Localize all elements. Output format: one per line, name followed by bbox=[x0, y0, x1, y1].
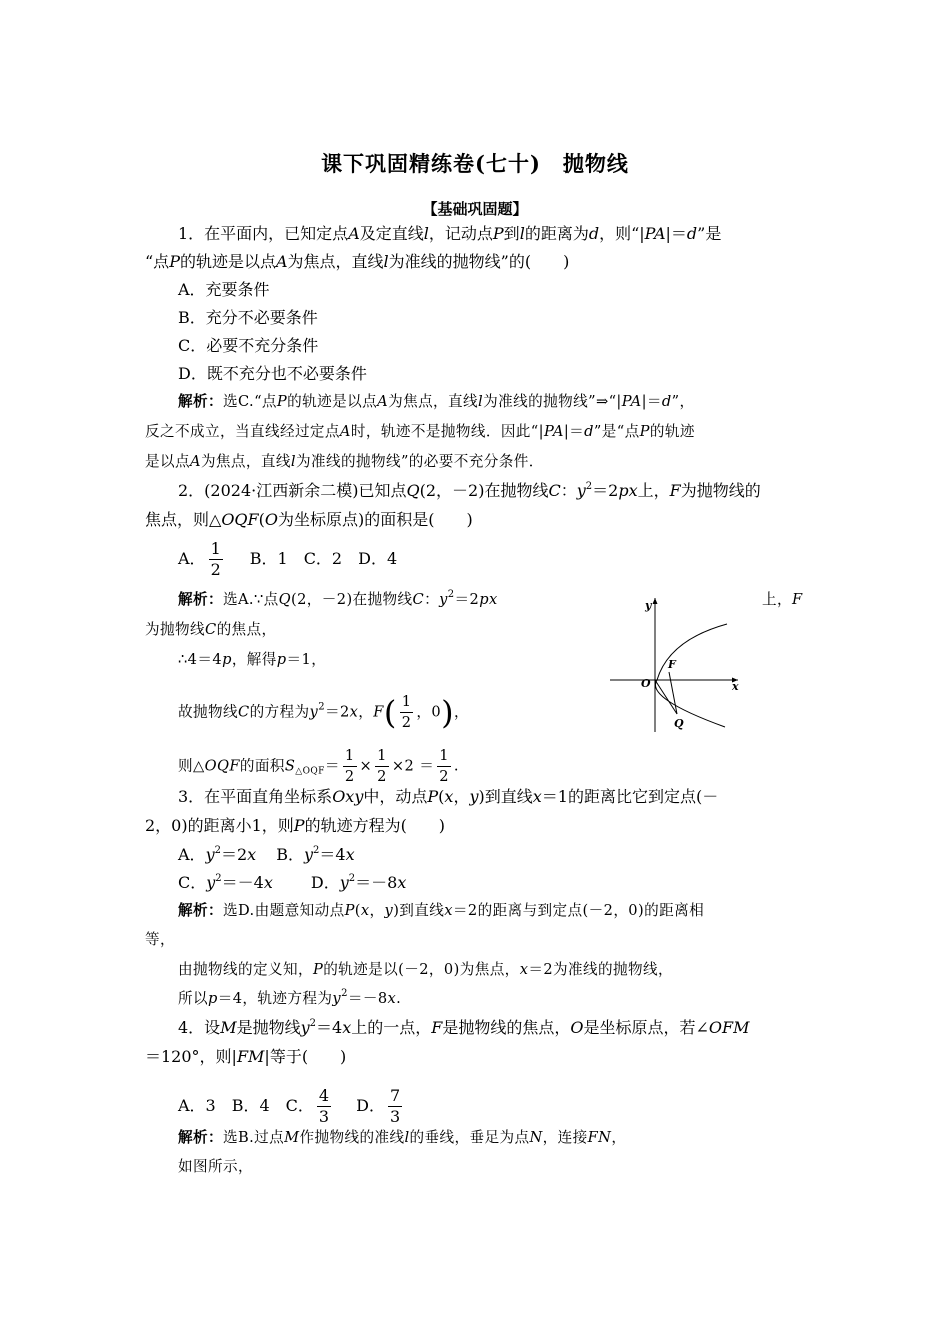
q1-solution-line1: 解析：选C.“点P的轨迹是以点A为焦点，直线l为准线的抛物线”⇒“|PA|＝d”， bbox=[178, 393, 695, 410]
q1-solution-line3: 是以点A为焦点，直线l为准线的抛物线”的必要不充分条件． bbox=[145, 453, 544, 470]
parabola-curve bbox=[655, 624, 727, 727]
q3-stem-line1: 3．在平面直角坐标系Oxy中，动点P(x，y)到直线x＝1的距离比它到定点(－ bbox=[178, 787, 719, 806]
q1-stem-line2: “点P的轨迹是以点A为焦点，直线l为准线的抛物线”的( ) bbox=[145, 252, 570, 271]
label-q: Q bbox=[674, 717, 684, 730]
q1-option-b: B．充分不必要条件 bbox=[178, 308, 318, 327]
q2-options: A． $\frac{1}{2}$ B．1 C．2 D．4 bbox=[178, 539, 398, 579]
q4-stem-line1: 4．设M是抛物线$y^2=4x$上的一点，F是抛物线的焦点，O是坐标原点，若∠OFM bbox=[178, 1018, 750, 1037]
q1-option-d: D．既不充分也不必要条件 bbox=[178, 364, 367, 383]
q1-option-c: C．必要不充分条件 bbox=[178, 336, 319, 355]
q3-solution-line2: 等， bbox=[145, 931, 175, 948]
q3-options-cd: C．$y^2=-4x$ D．$y^2=-8x$ bbox=[178, 873, 407, 892]
q2-stem-line2: 焦点，则△OQF(O为坐标原点)的面积是( ) bbox=[145, 510, 473, 529]
q1-option-a: A．充要条件 bbox=[178, 280, 270, 299]
q1-stem-line1: 1．在平面内，已知定点A及定直线l，记动点P到l的距离为d，则“|PA|＝d”是 bbox=[178, 224, 722, 243]
q4-stem-line2: ＝120°，则|FM|等于( ) bbox=[145, 1047, 347, 1066]
q2-stem-line1: 2．(2024·江西新余二模)已知点Q(2，－2)在抛物线C：$y^2=2px$上，F为抛物线的 bbox=[178, 481, 761, 500]
q4-solution-line2: 如图所示， bbox=[178, 1158, 253, 1175]
label-o: O bbox=[641, 677, 651, 690]
q2-option-a-fraction: $\frac{1}{2}$ bbox=[210, 539, 221, 579]
q2-solution-line3: ∴4＝4p，解得p＝1， bbox=[178, 651, 327, 668]
q3-solution-line1: 解析：选D.由题意知动点P(x，y)到直线x＝2的距离与到定点(－2，0)的距离相 bbox=[178, 902, 705, 919]
q3-solution-line3: 由抛物线的定义知，P的轨迹是以(－2，0)为焦点，x＝2为准线的抛物线， bbox=[178, 961, 673, 978]
q2-solution-line4: 故抛物线C的方程为$y^2=2x$，F( $\frac{1}{2}$ ，0)， bbox=[178, 693, 469, 732]
label-x: x bbox=[732, 680, 739, 693]
label-f: F bbox=[668, 658, 676, 671]
q4-option-d-fraction: $\frac{7}{3}$ bbox=[389, 1086, 401, 1126]
section-heading: 【基础巩固题】 bbox=[422, 200, 528, 218]
q4-option-c-fraction: $\frac{4}{3}$ bbox=[318, 1086, 330, 1126]
q3-solution-line4: 所以p＝4，轨迹方程为$y^2=-8x$. bbox=[178, 988, 402, 1007]
q4-solution-line1: 解析：选B.过点M作抛物线的准线l的垂线，垂足为点N，连接FN， bbox=[178, 1129, 627, 1146]
q4-options: A．3 B．4 C． $\frac{4}{3}$ D． $\frac{7}{3}$ bbox=[178, 1086, 401, 1126]
label-y: y bbox=[645, 599, 652, 612]
y-axis-arrow bbox=[653, 598, 658, 604]
q2-solution-line2: 为抛物线C的焦点， bbox=[145, 621, 277, 638]
q2-solution-line1-tail: 上，F bbox=[762, 591, 803, 608]
q3-stem-line2: 2，0)的距离小1，则P的轨迹方程为( ) bbox=[145, 816, 446, 835]
q3-options-ab: A．$y^2=2x$ B．$y^2=4x$ bbox=[178, 845, 355, 864]
q1-solution-line2: 反之不成立，当直线经过定点A时，轨迹不是抛物线．因此“|PA|＝d”是“点P的轨迹 bbox=[145, 423, 695, 440]
page-title: 课下巩固精练卷(七十) 抛物线 bbox=[321, 151, 629, 176]
q2-solution-line5: 则△OQF的面积$S_{\triangle OQF}=$ $\frac{1}{2}$ × $\frac{1}{2}$ ×2 ＝ $\frac{1}{2}$ . bbox=[178, 747, 459, 785]
q2-solution-line1: 解析：选A.∵点Q(2，－2)在抛物线C：$y^2=2px$ bbox=[178, 589, 498, 608]
parabola-figure bbox=[605, 592, 745, 737]
